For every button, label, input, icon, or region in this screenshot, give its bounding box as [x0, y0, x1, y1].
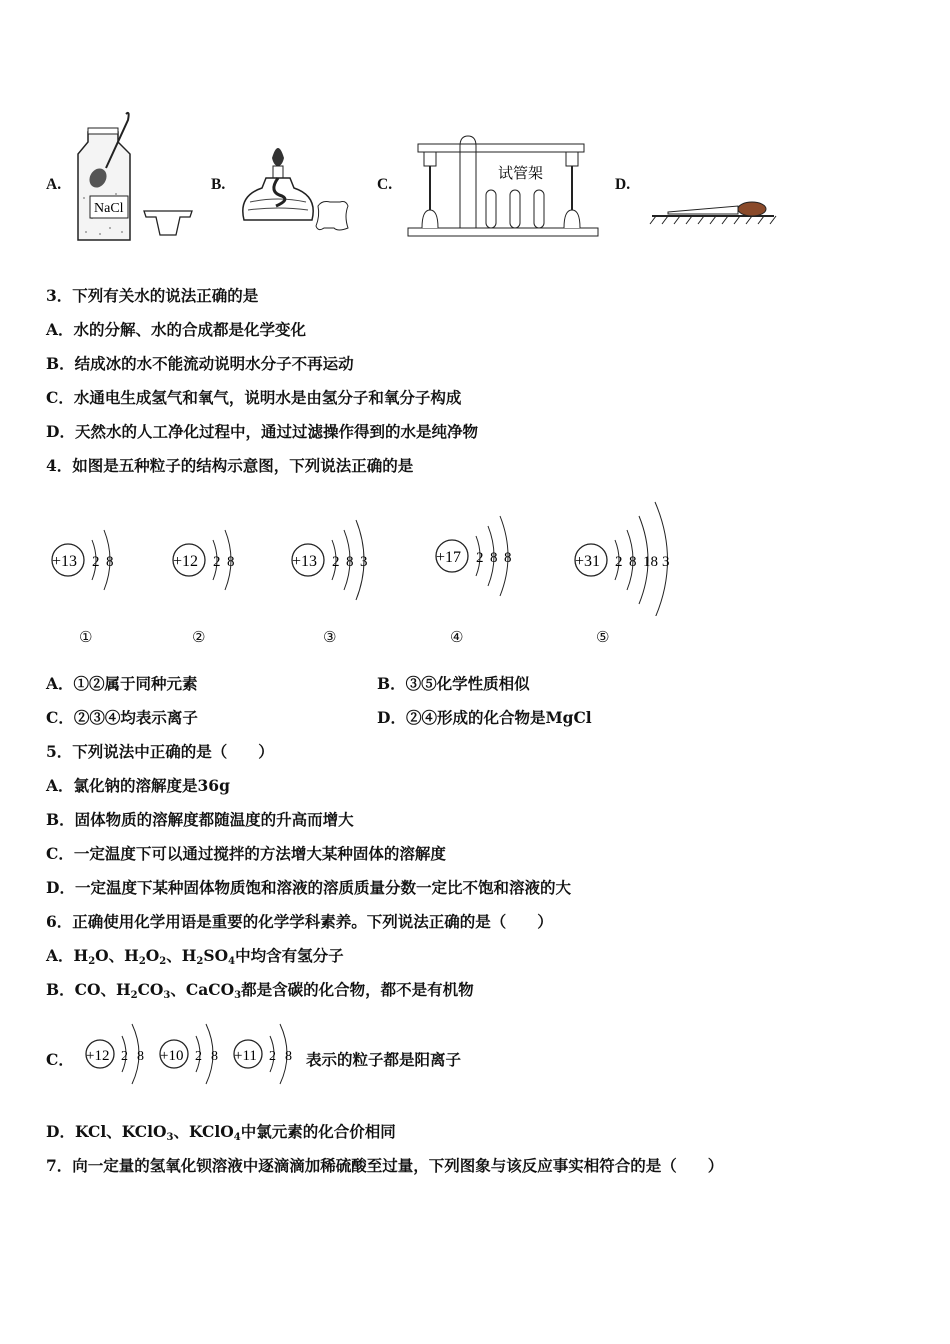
ion-diagram-3 [234, 1024, 292, 1084]
svg-text:2: 2 [213, 554, 221, 570]
particle-label-3: ③ [323, 628, 337, 646]
svg-text:+11: +11 [234, 1048, 257, 1064]
svg-text:8: 8 [285, 1049, 292, 1064]
test-tube-rack-label: 试管架 [498, 166, 544, 182]
svg-text:2: 2 [92, 554, 100, 570]
test-tube-rack-figure [406, 130, 600, 240]
evaporating-dish-icon [140, 205, 196, 239]
svg-text:+12: +12 [86, 1048, 110, 1064]
atom-4-nucleus: +17 [436, 549, 462, 566]
nacl-label: NaCl [94, 201, 124, 216]
particle-label-5: ⑤ [596, 628, 610, 646]
atom-2-nucleus: +12 [173, 553, 199, 570]
svg-text:8: 8 [490, 550, 498, 566]
q3-option-b: B．结成冰的水不能流动说明水分子不再运动 [46, 354, 354, 373]
atom-diagram-5 [575, 502, 670, 616]
q6-option-d: D．KCl、KClO$_3$、KClO$_4$中氯元素的化合价相同 [46, 1122, 396, 1143]
q5-option-c: C．一定温度下可以通过搅拌的方法增大某种固体的溶解度 [46, 844, 446, 863]
q6-option-c-text: 表示的粒子都是阳离子 [306, 1050, 462, 1069]
q5-option-d: D．一定温度下某种固体物质饱和溶液的溶质质量分数一定比不饱和溶液的大 [46, 878, 571, 897]
svg-text:8: 8 [504, 550, 512, 566]
q4-option-b: B．③⑤化学性质相似 [377, 674, 530, 693]
svg-text:2: 2 [195, 1049, 202, 1064]
svg-text:+10: +10 [160, 1048, 184, 1064]
particle-label-2: ② [192, 628, 206, 646]
q3-stem: 3．下列有关水的说法正确的是 [46, 286, 259, 305]
q5-stem: 5．下列说法中正确的是（ ） [46, 742, 274, 761]
q3-option-a: A．水的分解、水的合成都是化学变化 [46, 320, 307, 339]
svg-text:8: 8 [106, 554, 114, 570]
svg-text:2: 2 [121, 1049, 128, 1064]
atom-5-nucleus: +31 [575, 553, 601, 570]
svg-text:2: 2 [332, 554, 340, 570]
atom-diagram-4 [436, 516, 512, 596]
q5-option-b: B．固体物质的溶解度都随温度的升高而增大 [46, 810, 354, 829]
svg-text:8: 8 [346, 554, 354, 570]
q3-option-c: C．水通电生成氢气和氧气，说明水是由氢分子和氧分子构成 [46, 388, 462, 407]
svg-text:2: 2 [615, 554, 623, 570]
q3-option-d: D．天然水的人工净化过程中，通过过滤操作得到的水是纯净物 [46, 422, 478, 441]
particle-label-4: ④ [450, 628, 464, 646]
q4-option-a: A．①②属于同种元素 [46, 674, 198, 693]
q6-ion-diagrams [80, 1018, 302, 1092]
q4-option-c: C．②③④均表示离子 [46, 708, 198, 727]
svg-text:8: 8 [629, 554, 637, 570]
q6-option-a: A．$H_2O$、$H_2O_2$、$H_2SO_4$中均含有氢分子 [46, 946, 344, 967]
q7-stem: 7．向一定量的氢氧化钡溶液中逐滴滴加稀硫酸至过量，下列图象与该反应事实相符合的是（ ） [46, 1156, 724, 1175]
q5-option-a: A．氯化钠的溶解度是36g [46, 776, 230, 795]
atom-diagram-1 [52, 530, 114, 590]
atom-1-nucleus: +13 [52, 553, 78, 570]
nacl-bottle-figure [70, 108, 140, 244]
q2-option-b-label: B. [211, 176, 226, 193]
svg-text:8: 8 [211, 1049, 218, 1064]
particle-label-1: ① [79, 628, 93, 646]
q4-option-d: D．②④形成的化合物是MgCl [377, 708, 592, 727]
q4-atom-diagrams [40, 486, 700, 616]
svg-text:3: 3 [360, 554, 368, 570]
atom-3-nucleus: +13 [292, 553, 318, 570]
q6-stem: 6．正确使用化学用语是重要的化学学科素养。下列说法正确的是（ ） [46, 912, 553, 931]
svg-text:8: 8 [227, 554, 235, 570]
q2-option-d-label: D. [615, 176, 631, 193]
q4-stem: 4．如图是五种粒子的结构示意图，下列说法正确的是 [46, 456, 414, 475]
alcohol-lamp-figure [238, 136, 358, 236]
atom-diagram-3 [292, 520, 368, 600]
q6-option-b: B．CO、$H_2CO_3$、CaCO$_3$都是含碳的化合物，都不是有机物 [46, 980, 474, 1001]
dropper-on-table-figure [648, 196, 778, 226]
q2-option-c-label: C. [377, 176, 393, 193]
svg-text:8: 8 [137, 1049, 144, 1064]
q2-option-a-label: A. [46, 176, 62, 193]
q6-option-c-label: C． [46, 1050, 74, 1069]
svg-text:18: 18 [643, 554, 658, 570]
svg-text:2: 2 [269, 1049, 276, 1064]
svg-text:2: 2 [476, 550, 484, 566]
atom-diagram-2 [173, 530, 235, 590]
ion-diagram-1 [86, 1024, 144, 1084]
ion-diagram-2 [160, 1024, 218, 1084]
svg-text:3: 3 [662, 554, 670, 570]
